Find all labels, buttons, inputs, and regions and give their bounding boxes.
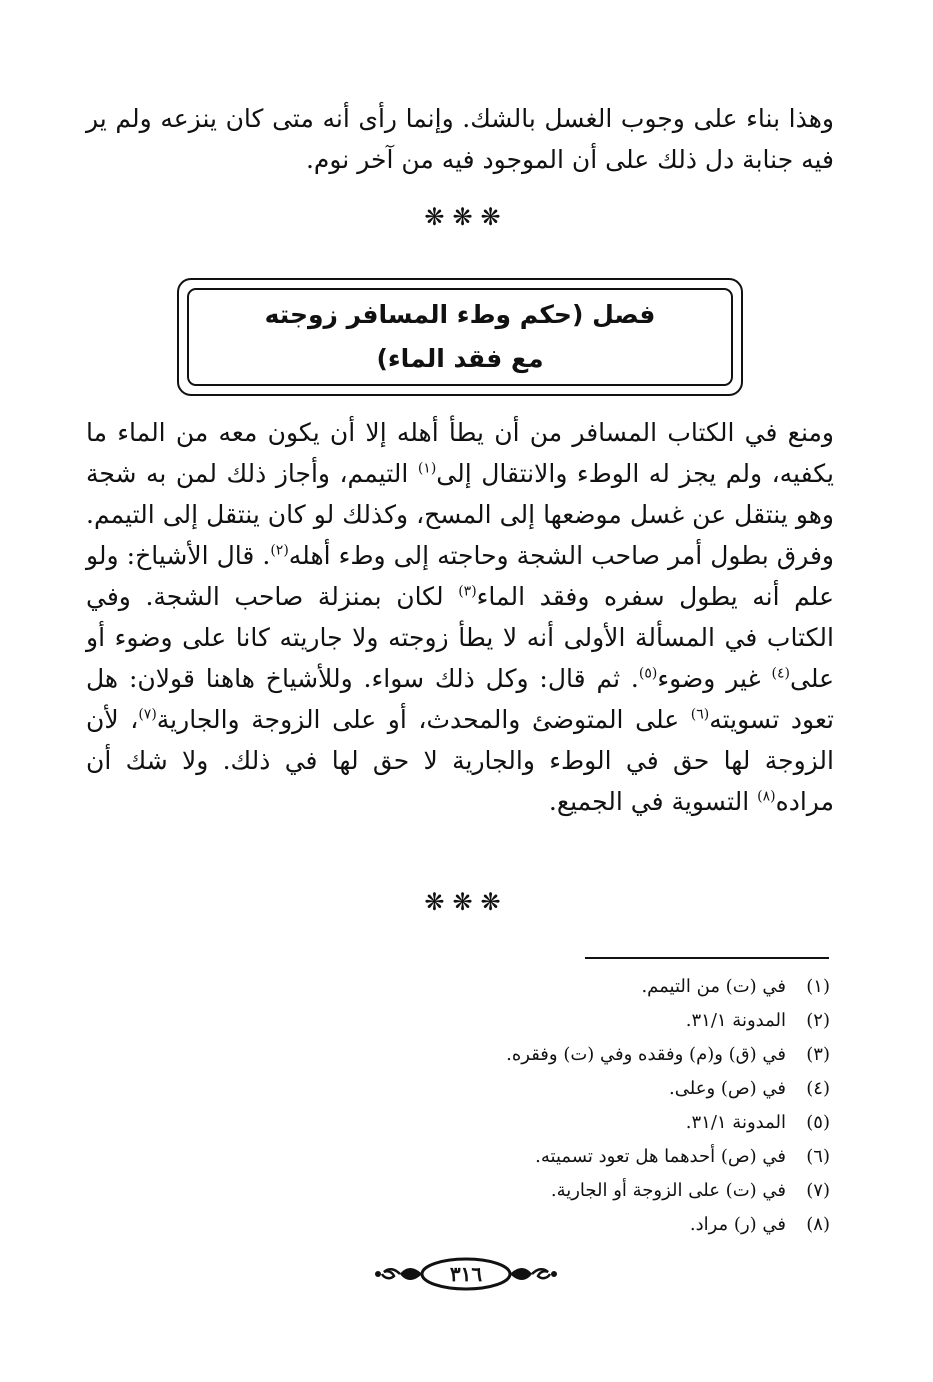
body-segment: التيمم، وأجاز ذلك لمن به شجة وهو ينتقل عن غسل موضعها إلى المسح، وكذلك لو كان ينتقل إلى التيمم. وفرق بطول أمر صاحب الشجة وحاجته إلى وطء أهله [86,459,835,570]
body-segment: . قال الأشياخ: ولو علم أنه يطول سفره وفقد الماء [86,541,834,611]
footnote-divider [585,957,829,959]
footnote-ref-2[interactable]: (٢) [270,542,289,559]
footnote-ref-4[interactable]: (٤) [771,665,790,682]
page-number: ٣١٦ [449,1262,483,1286]
body-segment: غير وضوء [657,664,772,693]
footnote-number: (٢) [806,1010,830,1031]
footnote-text: في (ص) أحدهما هل تعود تسميته. [535,1146,786,1167]
footnote-item [86,1174,830,1208]
section-separator-bottom: ❋❋❋ [424,888,509,916]
footnote-list [86,970,830,1242]
footnote-number: (٥) [806,1112,830,1133]
body-segment: ومنع في الكتاب المسافر من أن يطأ أهله إلا أن يكون معه من الماء ما يكفيه، ولم يجز له الوطء والانتقال إلى [86,418,834,488]
footnote-ref-6[interactable]: (٦) [690,706,710,723]
body-paragraph [86,412,834,822]
body-segment: . ثم قال: وكل ذلك سواء. وللأشياخ هاهنا قولان: هل تعود تسويته [86,664,834,734]
footnote-text: في (ت) على الزوجة أو الجارية. [550,1180,786,1201]
footnote-text: في (ر) مراد. [689,1214,786,1235]
footnote-number: (١) [806,976,830,997]
chapter-heading-frame [177,278,743,396]
footnote-ref-5[interactable]: (٥) [638,665,658,682]
footnote-number: (٨) [806,1214,830,1235]
footnote-number: (٦) [806,1146,830,1167]
footnote-ref-7[interactable]: (٧) [138,706,157,723]
footnote-text: المدونة ٣١/١. [685,1112,786,1133]
footnote-item [86,1072,830,1106]
body-segment: على المتوضئ والمحدث، أو على الزوجة والجارية [156,705,691,734]
footnote-item [86,1038,830,1072]
footnote-item [86,1140,830,1174]
footnote-number: (٤) [806,1078,830,1099]
footnote-item [86,1004,830,1038]
footnote-item [86,1208,830,1242]
section-separator-top: ❋❋❋ [424,203,509,231]
footnote-ref-1[interactable]: (١) [417,460,437,477]
intro-paragraph: وهذا بناء على وجوب الغسل بالشك. وإنما رأى أنه متى كان ينزعه ولم ير فيه جنابة دل ذلك على أن الموجود فيه من آخر نوم. [86,104,834,174]
body-segment: لكان بمنزلة صاحب الشجة. وفي الكتاب في المسألة الأولى أنه لا يطأ زوجته ولا جاريته كانا على وضوء أو على [86,582,835,693]
footnote-item [86,1106,830,1140]
chapter-heading-line-1: فصل (حكم وطء المسافر زوجته [264,300,656,329]
body-segment: التسوية في الجميع. [548,787,758,816]
chapter-heading-line-2: مع فقد الماء) [376,344,544,373]
footnote-number: (٣) [806,1044,830,1065]
body-segment: ، لأن الزوجة لها حق في الوطء والجارية لا حق لها في ذلك. ولا شك أن مراده [86,705,834,816]
footnote-item [86,970,830,1004]
footnote-text: المدونة ٣١/١. [685,1010,786,1031]
footnote-ref-8[interactable]: (٨) [757,788,776,805]
footnote-text: في (ص) وعلى. [669,1078,786,1099]
footnote-text: في (ق) و(م) وفقده وفي (ت) وفقره. [506,1044,786,1065]
footnote-number: (٧) [806,1180,830,1201]
chapter-heading [187,288,733,386]
footnote-ref-3[interactable]: (٣) [458,583,477,600]
footnote-text: في (ت) من التيمم. [641,976,786,997]
page-number-ornament [366,1254,566,1294]
